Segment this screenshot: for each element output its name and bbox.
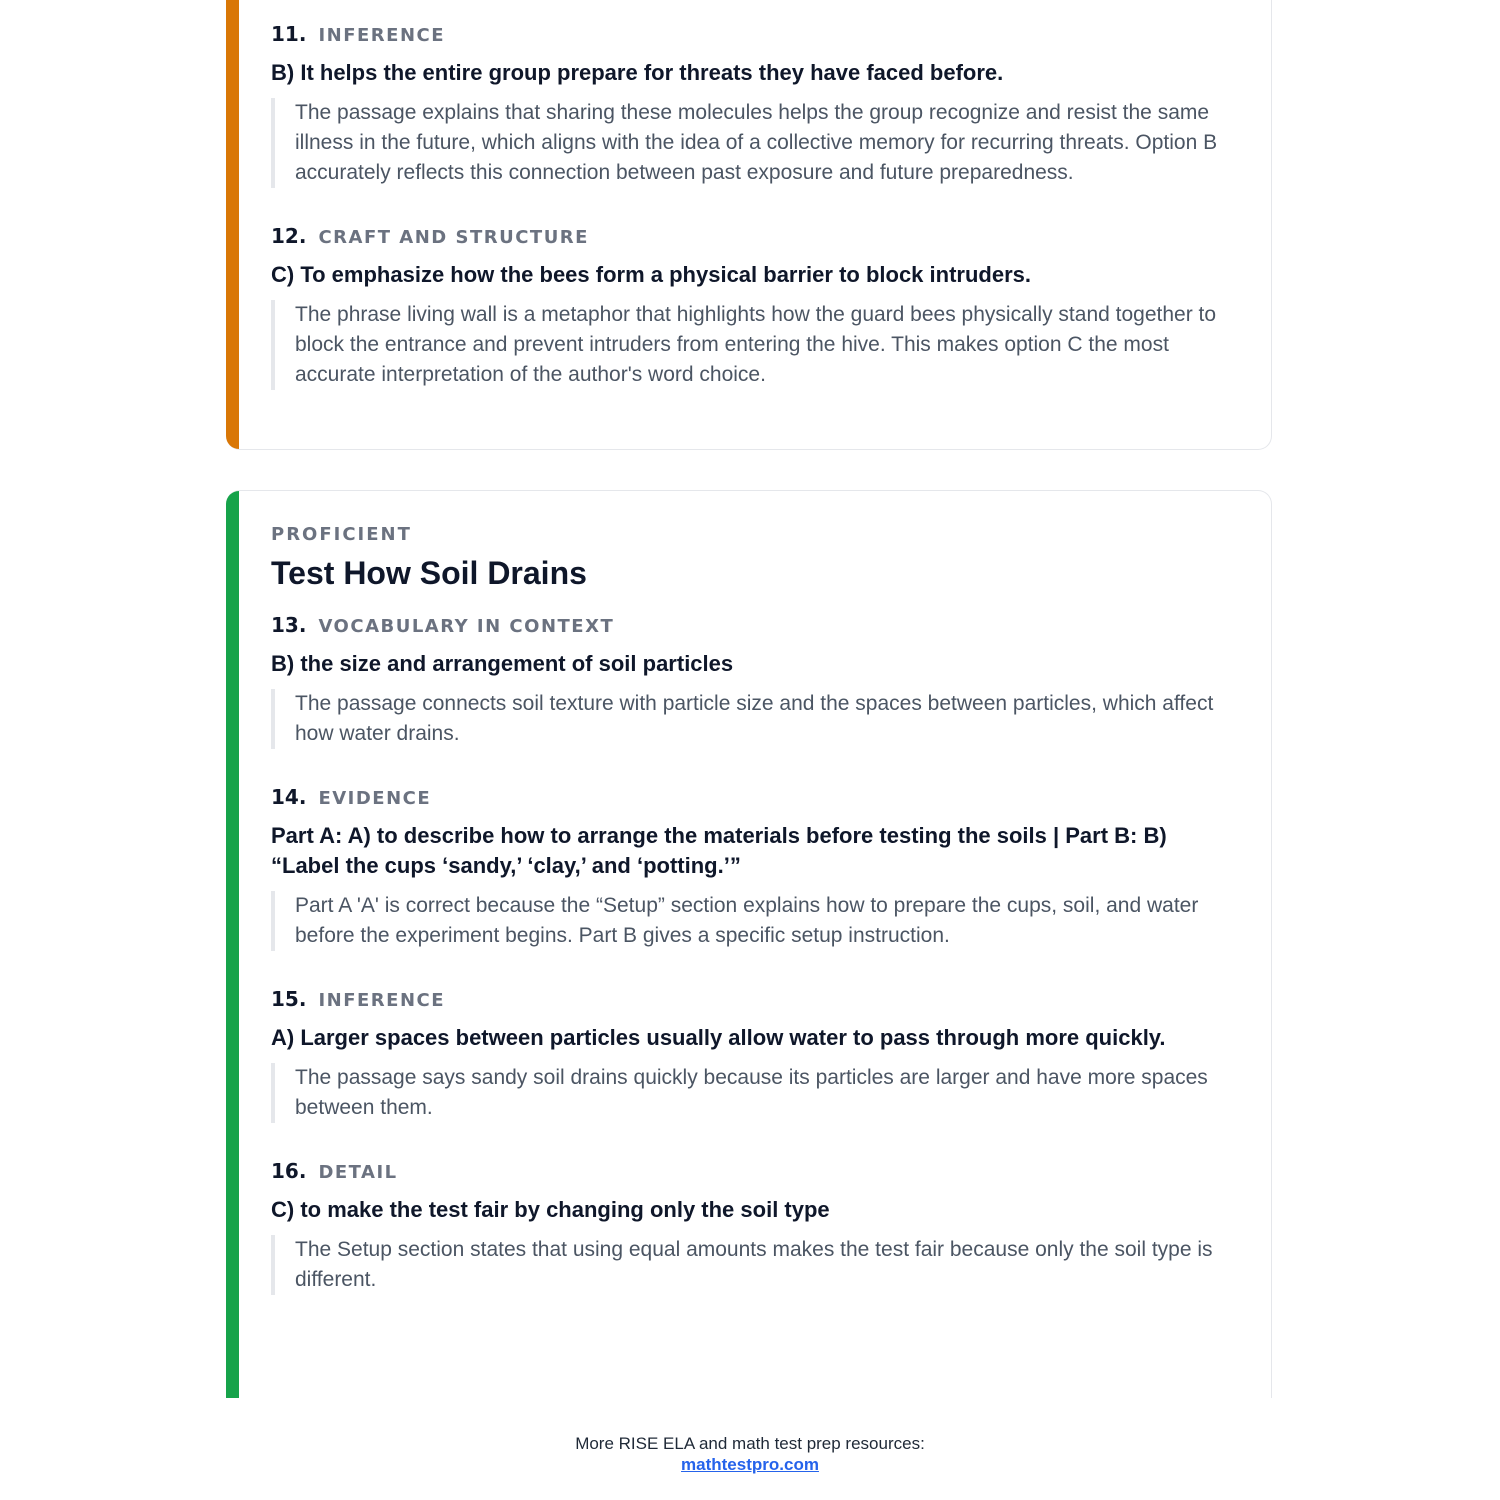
- footer-text: More RISE ELA and math test prep resources:: [575, 1434, 925, 1453]
- item-explanation: The passage connects soil texture with particle size and the spaces between particles, which affect how water drains.: [271, 689, 1233, 749]
- item-header: [271, 985, 1233, 1015]
- item-answer: A) Larger spaces between particles usually allow water to pass through more quickly.: [271, 1025, 1166, 1050]
- answer-card-proficient: [226, 490, 1272, 1398]
- item-header: [271, 611, 1233, 641]
- passage-title: Test How Soil Drains: [271, 555, 587, 591]
- item-explanation: The passage explains that sharing these molecules helps the group recognize and resist the same illness in the future, which aligns with the idea of a collective memory for recurring threats. Option B accurately reflects this connection between past exposure and future preparedness.: [271, 98, 1233, 188]
- accent-bar-green: [226, 491, 239, 1398]
- item-number: 12.: [271, 224, 307, 248]
- card-content: [271, 20, 1233, 424]
- item-answer: C) to make the test fair by changing only the soil type: [271, 1197, 830, 1222]
- item-answer: C) To emphasize how the bees form a physical barrier to block intruders.: [271, 262, 1031, 287]
- item-header: [271, 783, 1233, 813]
- item-category: INFERENCE: [318, 990, 446, 1011]
- footer-link[interactable]: mathtestpro.com: [681, 1455, 819, 1474]
- item-number: 15.: [271, 987, 307, 1011]
- item-header: [271, 20, 1233, 50]
- footer: [0, 1433, 1500, 1475]
- answer-item-12: [271, 222, 1233, 390]
- item-explanation: Part A 'A' is correct because the “Setup” section explains how to prepare the cups, soil, and water before the experiment begins. Part B gives a specific setup instruction.: [271, 891, 1233, 951]
- item-answer: Part A: A) to describe how to arrange the materials before testing the soils | Part B: B) “Label the cups ‘sandy,’ ‘clay,’ and ‘potting.’”: [271, 823, 1167, 878]
- answer-item-15: [271, 985, 1233, 1123]
- item-number: 14.: [271, 785, 307, 809]
- item-category: VOCABULARY IN CONTEXT: [318, 616, 615, 637]
- item-number: 13.: [271, 613, 307, 637]
- item-category: INFERENCE: [318, 25, 446, 46]
- item-answer: B) It helps the entire group prepare for threats they have faced before.: [271, 60, 1004, 85]
- item-explanation: The passage says sandy soil drains quickly because its particles are larger and have more spaces between them.: [271, 1063, 1233, 1123]
- answer-item-14: [271, 783, 1233, 951]
- item-category: CRAFT AND STRUCTURE: [318, 227, 589, 248]
- answer-card-previous: [226, 0, 1272, 450]
- answer-item-11: [271, 20, 1233, 188]
- answer-item-13: [271, 611, 1233, 749]
- answer-item-16: [271, 1157, 1233, 1295]
- item-header: [271, 1157, 1233, 1187]
- item-category: EVIDENCE: [318, 788, 432, 809]
- card-content: [271, 521, 1233, 1329]
- item-header: [271, 222, 1233, 252]
- item-answer: B) the size and arrangement of soil particles: [271, 651, 734, 676]
- item-explanation: The phrase living wall is a metaphor that highlights how the guard bees physically stand together to block the entrance and prevent intruders from entering the hive. This makes option C the most accurate interpretation of the author's word choice.: [271, 300, 1233, 390]
- level-label: PROFICIENT: [271, 524, 412, 545]
- item-explanation: The Setup section states that using equal amounts makes the test fair because only the soil type is different.: [271, 1235, 1233, 1295]
- item-number: 16.: [271, 1159, 307, 1183]
- accent-bar-orange: [226, 0, 239, 449]
- item-number: 11.: [271, 22, 307, 46]
- item-category: DETAIL: [318, 1162, 398, 1183]
